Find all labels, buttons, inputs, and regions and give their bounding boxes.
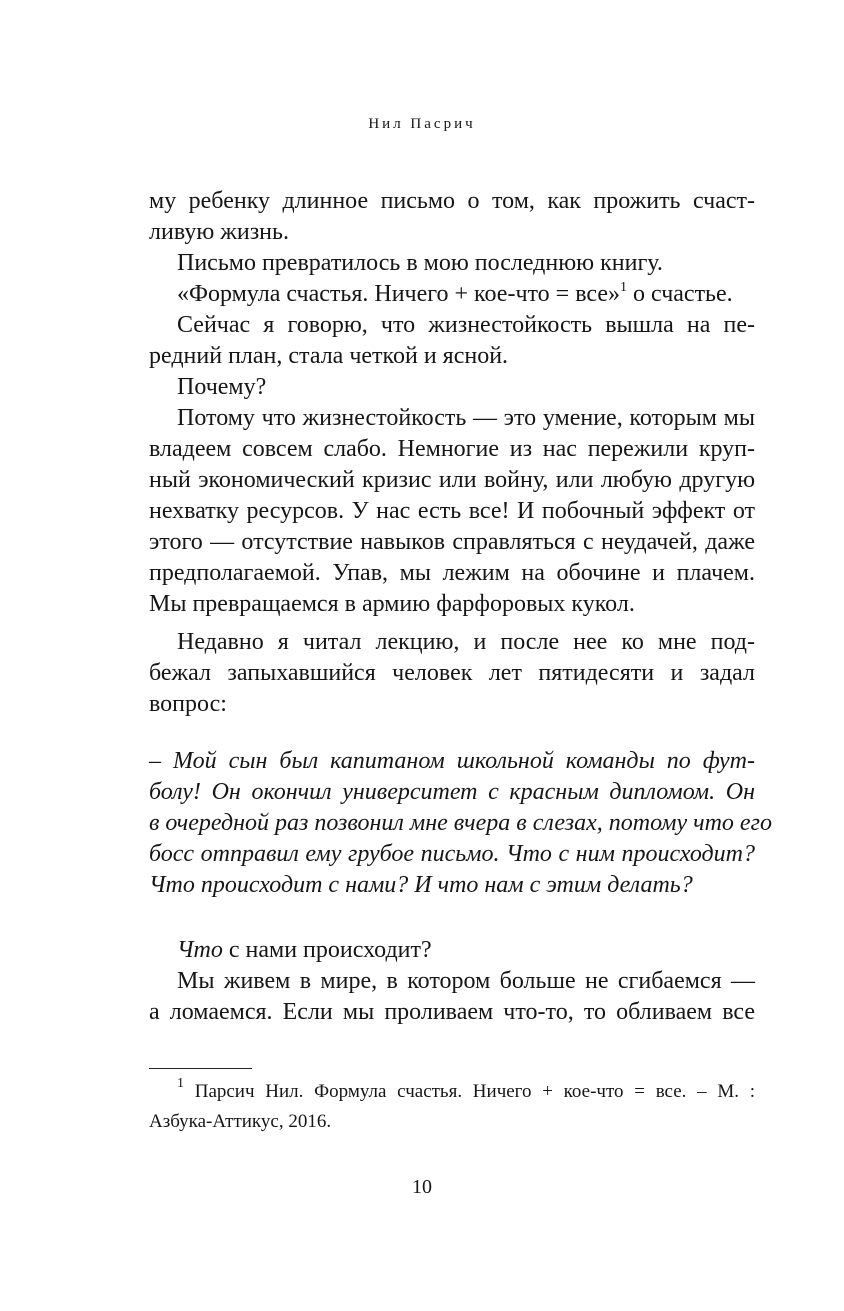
text-line: этого — отсутствие навыков справляться с неудачей, даже: [149, 529, 755, 555]
paragraph: [149, 372, 755, 403]
text-line: Сейчас я говорю, что жизнестойкость вышла на пе-: [177, 312, 755, 338]
text-line: владеем совсем слабо. Немногие из нас пережили круп-: [149, 436, 755, 462]
footnote-rule: [149, 1068, 252, 1069]
text-line: ный экономический кризис или войну, или любую другую: [149, 467, 755, 493]
text-tail: с нами происходит?: [222, 937, 432, 963]
text-line: нехватку ресурсов. У нас есть все! И побочный эффект от: [149, 498, 755, 524]
paragraph: [149, 403, 755, 620]
quote-line: в очередной раз позвонил мне вчера в слезах, потому что его: [149, 810, 772, 836]
text-line: Мы живем в мире, в котором больше не сгибаемся —: [177, 968, 755, 994]
text-line: Почему?: [177, 374, 267, 400]
footnote-line: [149, 1077, 755, 1107]
text-line: ливую жизнь.: [149, 219, 289, 245]
paragraph: [149, 966, 755, 1028]
quote-line: болу! Он окончил университет с красным дипломом. Он: [149, 779, 755, 805]
italic-emphasis: Что: [177, 937, 223, 963]
footnote-text: Парсич Нил. Формула счастья. Ничего + кое-что = все. – М. :: [184, 1081, 755, 1102]
quote-line: Что происходит с нами? И что нам с этим делать?: [149, 872, 693, 898]
text-line: вопрос:: [149, 691, 227, 717]
text-line: предполагаемой. Упав, мы лежим на обочине и плачем.: [149, 560, 755, 586]
quote-block: [149, 746, 772, 901]
text-line: Потому что жизнестойкость — это умение, которым мы: [177, 405, 755, 431]
paragraph-book-title: [149, 279, 755, 310]
quote-line: – Мой сын был капитаном школьной команды по фут-: [149, 748, 755, 774]
text-tail: о счастье.: [627, 281, 733, 307]
text-line: а ломаемся. Если мы проливаем что-то, то обливаем все: [149, 999, 755, 1025]
paragraph-continuation: [149, 186, 755, 248]
paragraph: [149, 627, 755, 720]
paragraph: [149, 935, 755, 966]
text-line: бежал запыхавшийся человек лет пятидесяти и задал: [149, 660, 755, 686]
book-title: «Формула счастья. Ничего + кое-что = все»: [177, 281, 621, 307]
text-line: [149, 935, 755, 966]
text-line: редний план, стала четкой и ясной.: [149, 343, 509, 369]
text-line: Письмо превратилось в мою последнюю книгу.: [177, 250, 663, 276]
paragraph: [149, 310, 755, 372]
page-number: 10: [412, 1176, 432, 1198]
quote-line: босс отправил ему грубое письмо. Что с ним происходит?: [149, 841, 755, 867]
text-line: Недавно я читал лекцию, и после нее ко мне под-: [177, 629, 755, 655]
footnote-number: 1: [177, 1076, 184, 1091]
text-line: му ребенку длинное письмо о том, как прожить счаст-: [149, 188, 755, 214]
text-line: Мы превращаемся в армию фарфоровых кукол.: [149, 591, 635, 617]
footnote-reference[interactable]: 1: [620, 280, 628, 295]
footnote-line: Азбука-Аттикус, 2016.: [149, 1111, 332, 1132]
text-line: [149, 279, 755, 310]
running-head: Нил Пасрич: [368, 116, 476, 132]
paragraph: [149, 248, 755, 279]
footnote: [149, 1077, 755, 1137]
